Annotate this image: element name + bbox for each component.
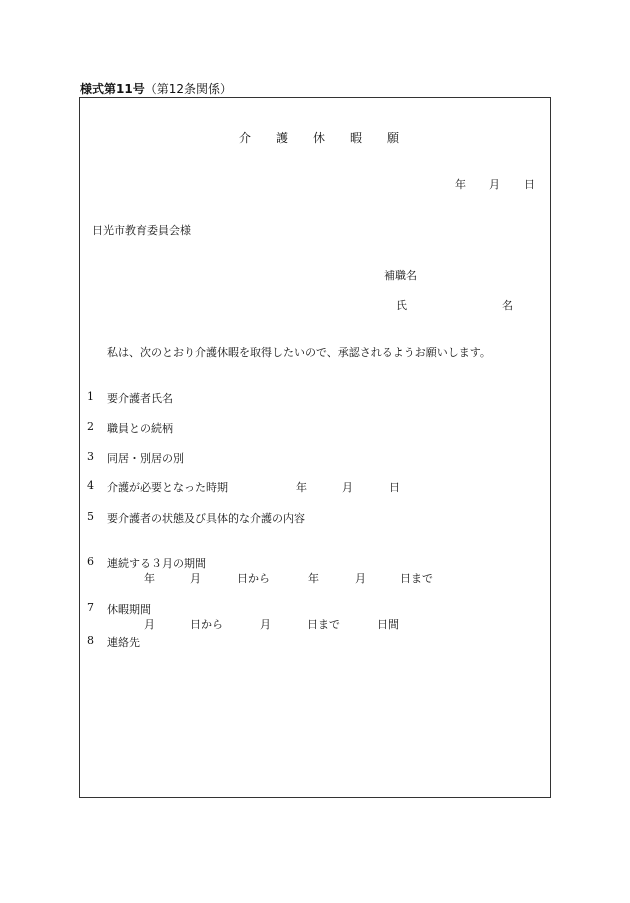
date-month: 月 <box>489 178 500 191</box>
title-char: 暇 <box>349 131 362 145</box>
form-number: 様式第11号 <box>80 82 145 96</box>
item-7-total-days: 日間 <box>377 618 399 631</box>
item-number: 7 <box>87 601 94 614</box>
form-reference: （第12条関係） <box>144 82 232 96</box>
date-day: 日 <box>524 178 535 191</box>
item-6-day-from: 日から <box>237 572 270 585</box>
item-label: 要介護者氏名 <box>107 392 173 405</box>
item-number: 2 <box>87 420 94 433</box>
title-char: 護 <box>275 131 288 145</box>
item-7-day-to: 日まで <box>307 618 340 631</box>
name-label-1: 氏 <box>396 299 407 312</box>
item-label: 休暇期間 <box>107 603 151 616</box>
item-label: 同居・別居の別 <box>107 452 184 465</box>
item-label: 職員との続柄 <box>107 422 173 435</box>
item-6-year-to: 年 <box>308 572 319 585</box>
addressee: 日光市教育委員会様 <box>92 224 191 237</box>
item-number: 4 <box>87 479 94 492</box>
date-year: 年 <box>455 178 466 191</box>
item-number: 1 <box>87 390 94 403</box>
item-6-month-to: 月 <box>355 572 366 585</box>
item-number: 3 <box>87 450 94 463</box>
item-number: 8 <box>87 634 94 647</box>
title-char: 願 <box>386 131 399 145</box>
title-char: 介 <box>239 131 252 145</box>
item-4-year: 年 <box>296 481 307 494</box>
item-6-day-to: 日まで <box>400 572 433 585</box>
title-char: 休 <box>312 131 325 145</box>
item-4-month: 月 <box>342 481 353 494</box>
item-7-month-from: 月 <box>144 618 155 631</box>
item-label: 連絡先 <box>107 636 140 649</box>
item-label: 介護が必要となった時期 <box>107 481 228 494</box>
document-title <box>239 129 399 146</box>
item-7-day-from: 日から <box>190 618 223 631</box>
item-number: 5 <box>87 510 94 523</box>
name-label-2: 名 <box>502 299 513 312</box>
item-label: 連続する３月の期間 <box>107 557 206 570</box>
item-4-day: 日 <box>389 481 400 494</box>
item-6-year-from: 年 <box>144 572 155 585</box>
item-label: 要介護者の状態及び具体的な介護の内容 <box>107 512 305 525</box>
form-header <box>80 80 232 97</box>
item-6-month-from: 月 <box>190 572 201 585</box>
item-7-month-to: 月 <box>260 618 271 631</box>
request-text: 私は、次のとおり介護休暇を取得したいので、承認されるようお願いします。 <box>107 346 491 359</box>
position-label: 補職名 <box>384 269 417 282</box>
item-number: 6 <box>87 555 94 568</box>
form-frame <box>79 97 551 798</box>
